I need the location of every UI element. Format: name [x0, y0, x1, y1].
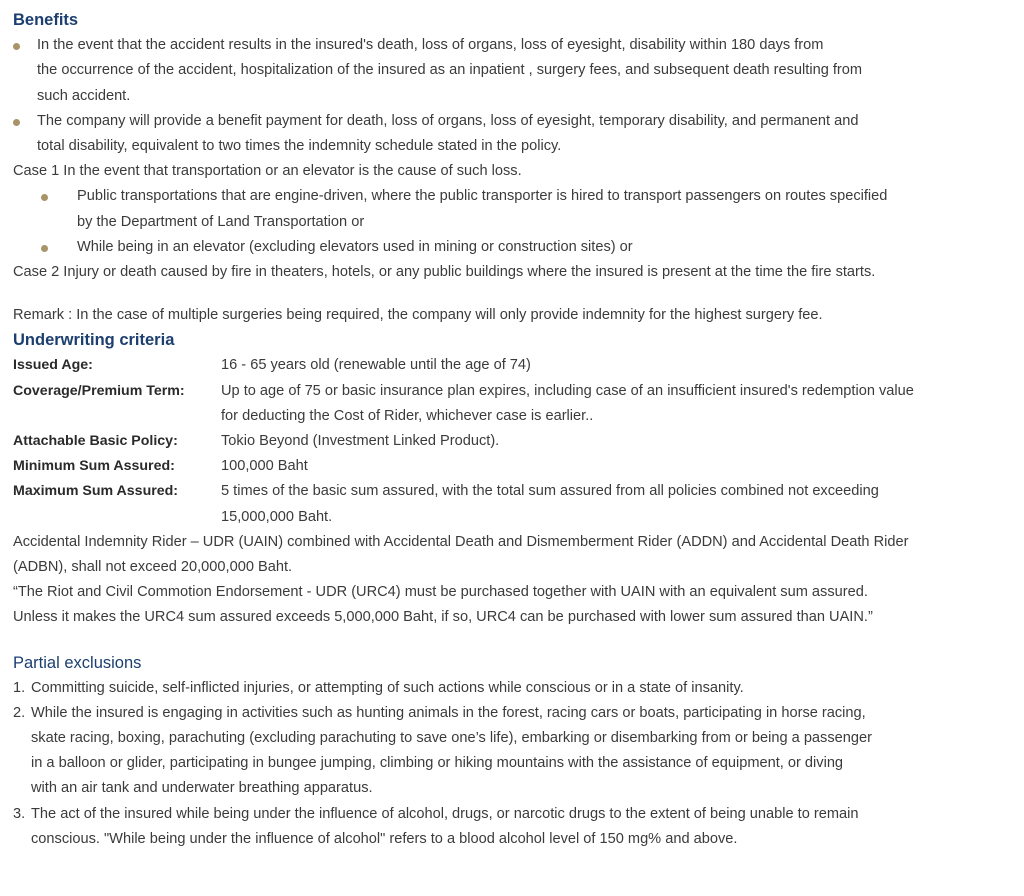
coverage-label: Coverage/Premium Term:	[13, 382, 185, 399]
min-sum-label: Minimum Sum Assured:	[13, 458, 175, 475]
exclusion-number: 3.	[13, 805, 26, 822]
case-2: Case 2 Injury or death caused by fire in theaters, hotels, or any public buildings where the insured is present at the time the fire starts.	[13, 263, 876, 280]
text-line: such accident.	[37, 87, 131, 104]
bullet-dot-icon	[13, 119, 20, 126]
attachable-row	[13, 429, 1024, 454]
bullet-dot-icon	[41, 194, 48, 201]
case-1-sub-bullet-2	[13, 235, 1024, 260]
text-line: with an air tank and underwater breathing apparatus.	[31, 780, 373, 797]
case-1-sub-bullet-1	[13, 184, 1024, 234]
text-line: the occurrence of the accident, hospitalization of the insured as an inpatient , surgery fees, and subsequent death resulting from	[37, 62, 863, 79]
text-line: conscious. "While being under the influence of alcohol" refers to a blood alcohol level of 150 mg% and above.	[31, 830, 738, 847]
note-2-cont: Unless it makes the URC4 sum assured exceeds 5,000,000 Baht, if so, URC4 can be purchased with lower sum assured than UAIN.”	[13, 609, 873, 626]
exclusion-item-3	[13, 802, 1024, 852]
note-1: Accidental Indemnity Rider – UDR (UAIN) combined with Accidental Death and Dismemberment Rider (ADDN) and Accidental Death Rider	[13, 533, 909, 550]
max-sum-row	[13, 479, 1024, 504]
text-line: The act of the insured while being under the influence of alcohol, drugs, or narcotic drugs to the extent of being unable to remain	[31, 805, 859, 822]
text-line: While the insured is engaging in activities such as hunting animals in the forest, racing cars or boats, participating in horse racing,	[31, 704, 866, 721]
text-line: Public transportations that are engine-driven, where the public transporter is hired to transport passengers on routes specified	[77, 188, 888, 205]
note-1-cont: (ADBN), shall not exceed 20,000,000 Baht.	[13, 558, 293, 575]
exclusions-heading: Partial exclusions	[13, 653, 142, 672]
text-line: While being in an elevator (excluding elevators used in mining or construction sites) or	[77, 238, 633, 255]
max-sum-label: Maximum Sum Assured:	[13, 483, 179, 500]
benefit-bullet-1	[13, 33, 1024, 109]
exclusion-item-1	[13, 676, 1024, 701]
text-line: in a balloon or glider, participating in bungee jumping, climbing or hiking mountains with the assistance of equipment, or diving	[31, 755, 844, 772]
underwriting-heading: Underwriting criteria	[13, 331, 175, 350]
min-sum-row	[13, 454, 1024, 479]
max-sum-value: 5 times of the basic sum assured, with the total sum assured from all policies combined not exceeding	[221, 483, 879, 500]
text-line: In the event that the accident results in the insured's death, loss of organs, loss of eyesight, disability within 180 days from	[37, 37, 824, 54]
issued-age-row	[13, 353, 1024, 378]
benefit-bullet-2	[13, 109, 1024, 159]
bullet-dot-icon	[13, 43, 20, 50]
exclusion-number: 1.	[13, 679, 26, 696]
spacer	[13, 631, 1024, 651]
exclusion-number: 2.	[13, 704, 26, 721]
case-1: Case 1 In the event that transportation or an elevator is the cause of such loss.	[13, 163, 522, 180]
spacer	[13, 285, 1024, 303]
coverage-value: Up to age of 75 or basic insurance plan expires, including case of an insufficient insured's redemption value	[221, 382, 914, 399]
text-line: Committing suicide, self-inflicted injuries, or attempting of such actions while conscious or in a state of insanity.	[31, 679, 744, 696]
text-line: total disability, equivalent to two times the indemnity schedule stated in the policy.	[37, 137, 562, 154]
coverage-value-cont: for deducting the Cost of Rider, whichever case is earlier..	[221, 407, 594, 424]
attachable-label: Attachable Basic Policy:	[13, 433, 178, 449]
text-line: The company will provide a benefit payment for death, loss of organs, loss of eyesight, temporary disability, and permanent and	[37, 112, 859, 129]
remark: Remark : In the case of multiple surgeries being required, the company will only provide indemnity for the highest surgery fee.	[13, 307, 823, 324]
note-2: “The Riot and Civil Commotion Endorsement - UDR (URC4) must be purchased together with UAIN with an equivalent sum assured.	[13, 584, 868, 601]
coverage-row	[13, 379, 1024, 404]
text-line: by the Department of Land Transportation or	[77, 213, 365, 230]
issued-age-label: Issued Age:	[13, 357, 93, 374]
text-line: skate racing, boxing, parachuting (excluding parachuting to save one’s life), embarking or disembarking from or being a passenger	[31, 730, 872, 747]
min-sum-value: 100,000 Baht	[221, 458, 308, 475]
benefits-heading: Benefits	[13, 11, 79, 29]
bullet-dot-icon	[41, 245, 48, 252]
issued-age-value: 16 - 65 years old (renewable until the age of 74)	[221, 357, 531, 374]
max-sum-value-cont: 15,000,000 Baht.	[221, 508, 333, 525]
attachable-value: Tokio Beyond (Investment Linked Product).	[221, 433, 500, 449]
document-body	[13, 8, 1024, 852]
exclusion-item-2	[13, 701, 1024, 802]
